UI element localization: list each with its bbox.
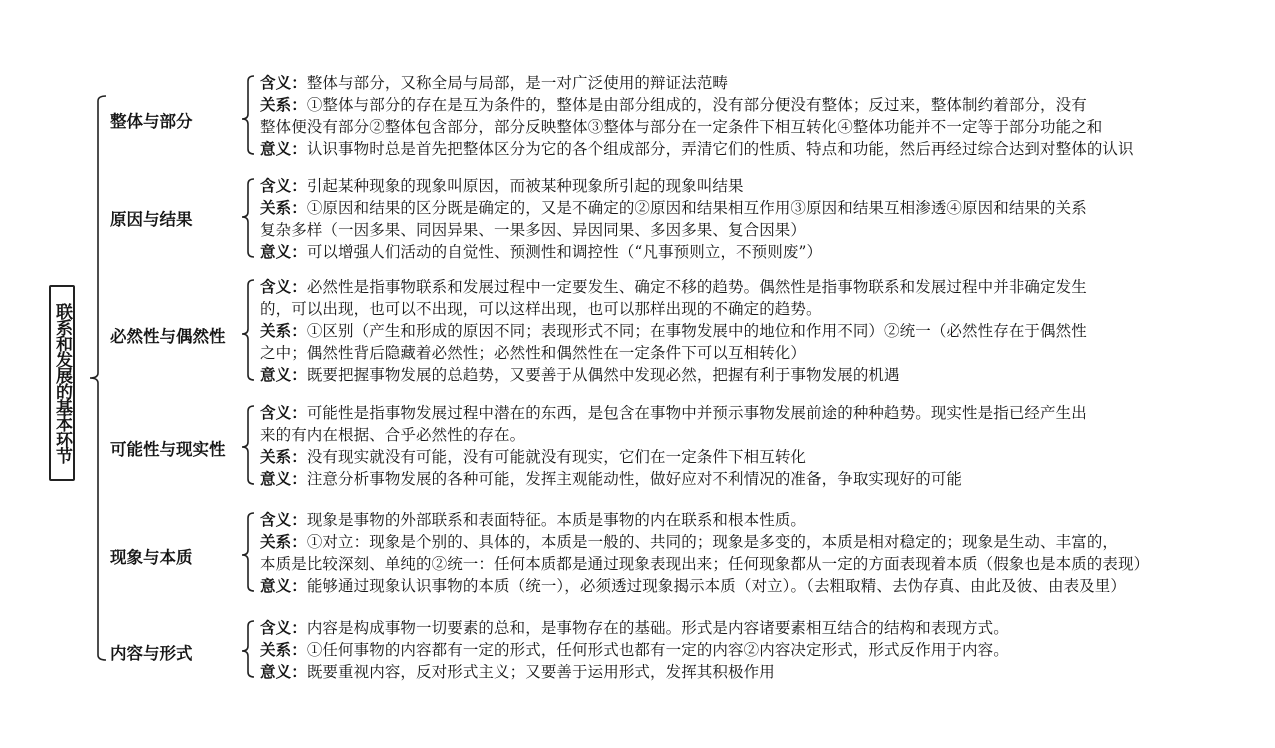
detail-text: 没有现实就没有可能，没有可能就没有现实，它们在一定条件下相互转化 bbox=[306, 448, 807, 466]
detail-line bbox=[260, 94, 1270, 116]
detail-label: 意义： bbox=[260, 576, 307, 595]
detail-label: 含义： bbox=[260, 176, 307, 195]
detail-line bbox=[260, 298, 1270, 320]
detail-text: ①区别（产生和形成的原因不同；表现形式不同；在事物发展中的地位和作用不同）②统一（必然性存在于偶然性 bbox=[306, 322, 1087, 340]
detail-text: 注意分析事物发展的各种可能，发挥主观能动性，做好应对不利情况的准备，争取实现好的可能 bbox=[306, 470, 963, 488]
detail-label: 关系： bbox=[260, 198, 307, 217]
detail-line bbox=[260, 219, 1270, 241]
detail-label: 关系： bbox=[260, 532, 307, 551]
branch-details bbox=[260, 402, 1270, 490]
detail-text: 本质是比较深刻、单纯的②统一：任何本质都是通过现象表现出来；任何现象都从一定的方面表现着本质（假象也是本质的表现） bbox=[260, 555, 1150, 573]
detail-line bbox=[260, 424, 1270, 446]
detail-label: 含义： bbox=[260, 618, 307, 637]
detail-line bbox=[260, 509, 1270, 531]
detail-text: 来的有内在根据、合乎必然性的存在。 bbox=[260, 426, 526, 444]
detail-line bbox=[260, 575, 1270, 597]
detail-line bbox=[260, 468, 1270, 490]
detail-text: ①对立：现象是个别的、具体的，本质是一般的、共同的；现象是多变的，本质是相对稳定的；现象是生动、丰富的， bbox=[306, 533, 1119, 551]
detail-line bbox=[260, 116, 1270, 138]
detail-line bbox=[260, 197, 1270, 219]
detail-line bbox=[260, 446, 1270, 468]
detail-label: 意义： bbox=[260, 365, 307, 384]
detail-label: 意义： bbox=[260, 469, 307, 488]
detail-line bbox=[260, 241, 1270, 263]
detail-text: 内容是构成事物一切要素的总和，是事物存在的基础。形式是内容诸要素相互结合的结构和表现方式。 bbox=[306, 619, 1009, 637]
detail-line bbox=[260, 617, 1270, 639]
detail-text: 既要重视内容，反对形式主义；又要善于运用形式，发挥其积极作用 bbox=[306, 663, 775, 681]
branch-title: 原因与结果 bbox=[110, 210, 193, 229]
branch-details bbox=[260, 72, 1270, 160]
detail-label: 关系： bbox=[260, 321, 307, 340]
branch-details bbox=[260, 509, 1270, 597]
detail-label: 关系： bbox=[260, 640, 307, 659]
detail-label: 含义： bbox=[260, 510, 307, 529]
branch-title: 内容与形式 bbox=[110, 644, 193, 663]
detail-label: 意义： bbox=[260, 242, 307, 261]
detail-text: 能够通过现象认识事物的本质（统一），必须透过现象揭示本质（对立）。（去粗取精、去伪存真、由此及彼、由表及里） bbox=[306, 577, 1126, 595]
detail-label: 意义： bbox=[260, 662, 307, 681]
detail-text: 整体便没有部分②整体包含部分，部分反映整体③整体与部分在一定条件下相互转化④整体功能并不一定等于部分功能之和 bbox=[260, 118, 1103, 136]
detail-text: ①原因和结果的区分既是确定的，又是不确定的②原因和结果相互作用③原因和结果互相渗透④原因和结果的关系 bbox=[306, 199, 1087, 217]
detail-label: 关系： bbox=[260, 447, 307, 466]
detail-text: 现象是事物的外部联系和表面特征。本质是事物的内在联系和根本性质。 bbox=[306, 511, 807, 529]
brace-path bbox=[90, 96, 106, 660]
branch-details bbox=[260, 175, 1270, 263]
detail-text: 之中；偶然性背后隐藏着必然性；必然性和偶然性在一定条件下可以互相转化） bbox=[260, 344, 807, 362]
detail-line bbox=[260, 72, 1270, 94]
detail-label: 含义： bbox=[260, 403, 307, 422]
branch-title: 可能性与现实性 bbox=[110, 440, 226, 459]
detail-line bbox=[260, 175, 1270, 197]
detail-text: ①任何事物的内容都有一定的形式，任何形式也都有一定的内容②内容决定形式，形式反作用于内容。 bbox=[306, 641, 1009, 659]
branch-title: 现象与本质 bbox=[110, 548, 193, 567]
detail-line bbox=[260, 342, 1270, 364]
detail-text: 引起某种现象的现象叫原因，而被某种现象所引起的现象叫结果 bbox=[306, 177, 744, 195]
detail-line bbox=[260, 402, 1270, 424]
branch-title: 必然性与偶然性 bbox=[110, 327, 226, 346]
detail-text: 既要把握事物发展的总趋势，又要善于从偶然中发现必然，把握有利于事物发展的机遇 bbox=[306, 366, 900, 384]
detail-text: 复杂多样（一因多果、同因异果、一果多因、异因同果、多因多果、复合因果） bbox=[260, 221, 807, 239]
detail-text: ①整体与部分的存在是互为条件的，整体是由部分组成的，没有部分便没有整体；反过来，整体制约着部分，没有 bbox=[306, 96, 1087, 114]
branch-details bbox=[260, 617, 1270, 683]
branch-title: 整体与部分 bbox=[110, 112, 193, 131]
detail-line bbox=[260, 553, 1270, 575]
detail-line bbox=[260, 531, 1270, 553]
branch-details bbox=[260, 276, 1270, 386]
detail-label: 含义： bbox=[260, 73, 307, 92]
detail-line bbox=[260, 661, 1270, 683]
detail-label: 意义： bbox=[260, 139, 307, 158]
root-title: 联系和发展的基本环节 bbox=[52, 303, 72, 463]
detail-text: 必然性是指事物联系和发展过程中一定要发生、确定不移的趋势。偶然性是指事物联系和发展过程中并非确定发生 bbox=[306, 278, 1087, 296]
detail-label: 关系： bbox=[260, 95, 307, 114]
detail-line bbox=[260, 639, 1270, 661]
detail-label: 含义： bbox=[260, 277, 307, 296]
detail-text: 可以增强人们活动的自觉性、预测性和调控性（“凡事预则立，不预则废”） bbox=[306, 243, 823, 261]
detail-text: 的，可以出现，也可以不出现，可以这样出现，也可以那样出现的不确定的趋势。 bbox=[260, 300, 822, 318]
detail-text: 可能性是指事物发展过程中潜在的东西，是包含在事物中并预示事物发展前途的种种趋势。现实性是指已经产生出 bbox=[306, 404, 1087, 422]
detail-line bbox=[260, 320, 1270, 342]
detail-text: 整体与部分，又称全局与局部，是一对广泛使用的辩证法范畴 bbox=[306, 74, 729, 92]
detail-text: 认识事物时总是首先把整体区分为它的各个组成部分，弄清它们的性质、特点和功能，然后再经过综合达到对整体的认识 bbox=[306, 140, 1134, 158]
detail-line bbox=[260, 138, 1270, 160]
detail-line bbox=[260, 276, 1270, 298]
detail-line bbox=[260, 364, 1270, 386]
